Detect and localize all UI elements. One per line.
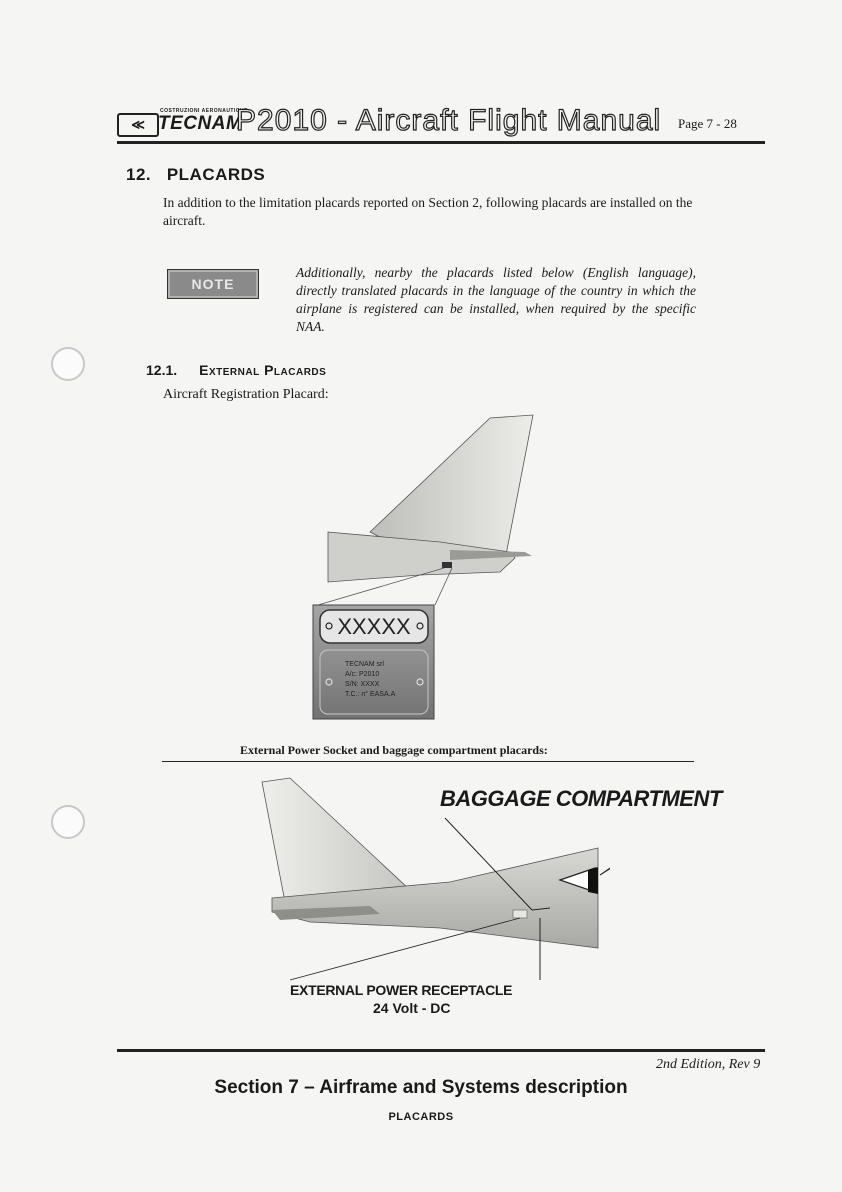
punch-hole-icon — [51, 347, 85, 381]
document-title: P2010 - Aircraft Flight Manual — [236, 104, 662, 137]
intro-paragraph: In addition to the limitation placards reported on Section 2, following placards are installed on the aircraft. — [163, 195, 693, 228]
power-receptacle-marker — [513, 910, 527, 918]
data-plate-line: A/c: P2010 — [345, 671, 380, 678]
footer-rule — [117, 1049, 765, 1052]
data-plate-line: S/N: XXXX — [345, 681, 380, 688]
header-rule — [117, 141, 765, 144]
footer-subtitle: PLACARDS — [388, 1111, 454, 1123]
page-number: Page 7 - 28 — [678, 116, 737, 131]
external-power-label: EXTERNAL POWER RECEPTACLE — [290, 982, 513, 998]
registration-placard-figure — [300, 410, 550, 730]
registration-placard-label: Aircraft Registration Placard: — [163, 387, 329, 402]
logo-tagline: COSTRUZIONI AERONAUTICHE — [160, 108, 248, 114]
baggage-compartment-label: BAGGAGE COMPARTMENT — [440, 786, 722, 811]
subsection-title: External Placards — [199, 362, 327, 378]
voltage-label: 24 Volt - DC — [373, 1000, 451, 1016]
edition-label: 2nd Edition, Rev 9 — [656, 1057, 761, 1072]
logo-text: TECNAM — [158, 113, 243, 134]
data-plate-line: T.C.: n° EASA.A — [345, 691, 396, 698]
registration-text: XXXXX — [337, 614, 411, 639]
baggage-placard-label: External Power Socket and baggage compartment placards: — [240, 743, 548, 757]
tail-fin-shape — [262, 778, 410, 902]
caption-rule — [162, 761, 694, 762]
section-number: 12. — [126, 165, 152, 184]
footer-section-title: Section 7 – Airframe and Systems description — [214, 1077, 628, 1098]
section-heading — [126, 165, 265, 185]
subsection-heading — [146, 362, 326, 378]
logo-mark-icon: ≪ — [117, 113, 159, 137]
section-title: PLACARDS — [166, 165, 266, 184]
note-text: Additionally, nearby the placards listed below (English language), directly translated placards in the language of the country in which the airplane is registered can be installed, when required by the specific NAA. — [296, 265, 696, 334]
placard-location-marker — [442, 562, 452, 568]
punch-hole-icon — [51, 805, 85, 839]
subsection-number: 12.1. — [146, 362, 178, 378]
note-badge: NOTE — [167, 269, 259, 299]
data-plate-line: TECNAM srl — [345, 661, 384, 668]
